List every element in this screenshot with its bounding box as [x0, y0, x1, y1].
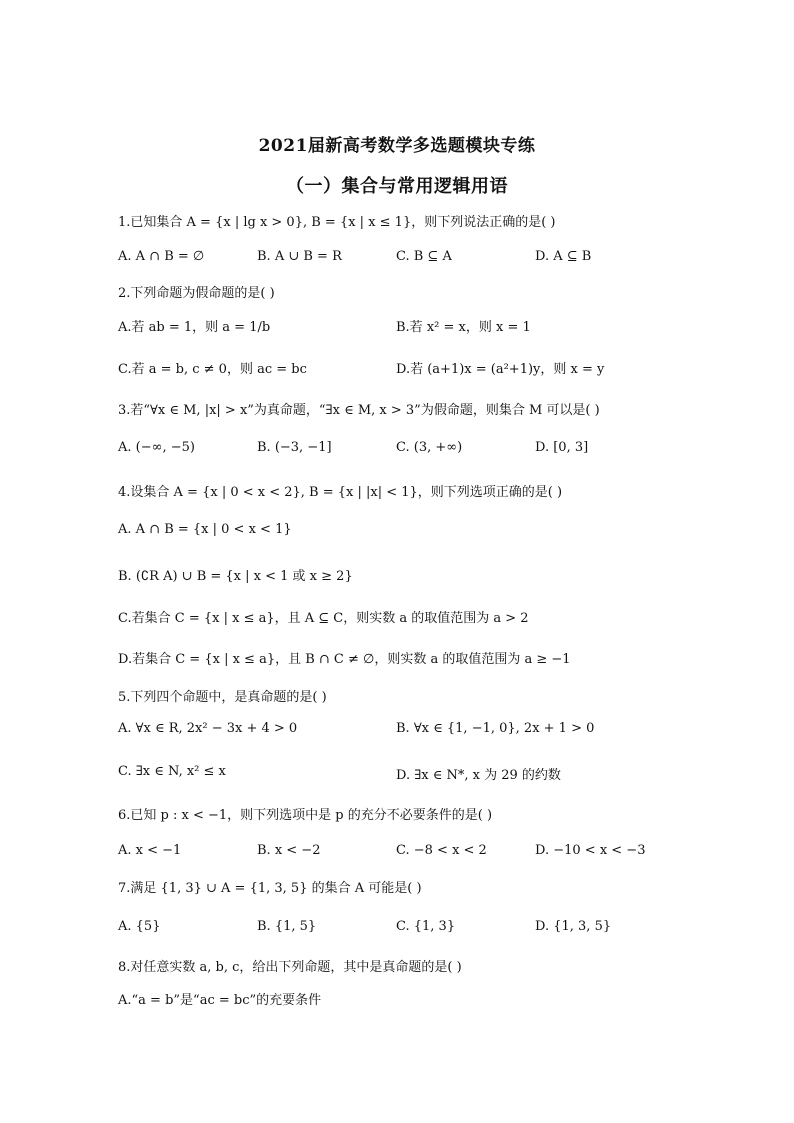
question-1-option-a: A. A ∩ B = ∅ — [118, 249, 205, 264]
question-4-option-c: C.若集合 C = {x | x ≤ a}，且 A ⊆ C，则实数 a 的取值范围为 a > 2 — [118, 611, 529, 626]
question-8-stem: 8.对任意实数 a, b, c，给出下列命题，其中是真命题的是( ) — [118, 960, 462, 975]
question-6-option-c: C. −8 < x < 2 — [396, 843, 487, 858]
question-8-option-a: A.“a = b”是“ac = bc”的充要条件 — [118, 993, 322, 1008]
question-4-option-d: D.若集合 C = {x | x ≤ a}，且 B ∩ C ≠ ∅，则实数 a 的取值范围为 a ≥ −1 — [118, 652, 571, 667]
document-subtitle: （一）集合与常用逻辑用语 — [286, 176, 508, 197]
question-5-option-b: B. ∀x ∈ {1, −1, 0}, 2x + 1 > 0 — [396, 721, 595, 736]
question-1-stem: 1.已知集合 A = {x | lg x > 0}, B = {x | x ≤ 1}，则下列说法正确的是( ) — [118, 215, 556, 230]
question-2-option-c: C.若 a = b, c ≠ 0，则 ac = bc — [118, 362, 307, 377]
question-3-option-c: C. (3, +∞) — [396, 440, 463, 455]
question-7-option-a: A. {5} — [118, 919, 161, 934]
document-title: 2021届新高考数学多选题模块专练 — [258, 136, 536, 156]
question-6-stem: 6.已知 p : x < −1，则下列选项中是 p 的充分不必要条件的是( ) — [118, 808, 493, 823]
question-6-option-b: B. x < −2 — [257, 843, 321, 858]
question-1-option-b: B. A ∪ B = R — [257, 249, 342, 264]
question-3-option-a: A. (−∞, −5) — [118, 440, 195, 455]
question-4-stem: 4.设集合 A = {x | 0 < x < 2}, B = {x | |x| < 1}，则下列选项正确的是( ) — [118, 485, 563, 500]
question-3-option-b: B. (−3, −1] — [257, 440, 332, 455]
question-4-option-b: B. (∁R A) ∪ B = {x | x < 1 或 x ≥ 2} — [118, 569, 353, 584]
question-5-option-c: C. ∃x ∈ N, x² ≤ x — [118, 764, 226, 779]
question-6-option-d: D. −10 < x < −3 — [535, 843, 646, 858]
question-5-option-d: D. ∃x ∈ N*, x 为 29 的约数 — [396, 768, 561, 783]
question-5-stem: 5.下列四个命题中，是真命题的是( ) — [118, 690, 327, 705]
question-3-option-d: D. [0, 3] — [535, 440, 589, 455]
question-2-stem: 2.下列命题为假命题的是( ) — [118, 286, 275, 301]
question-7-stem: 7.满足 {1, 3} ∪ A = {1, 3, 5} 的集合 A 可能是( ) — [118, 881, 422, 896]
question-2-option-a: A.若 ab = 1，则 a = 1/b — [118, 320, 271, 335]
question-1-option-d: D. A ⊆ B — [535, 249, 592, 264]
question-7-option-d: D. {1, 3, 5} — [535, 919, 612, 934]
question-6-option-a: A. x < −1 — [118, 843, 182, 858]
question-2-option-d: D.若 (a+1)x = (a²+1)y，则 x = y — [396, 362, 605, 377]
question-7-option-c: C. {1, 3} — [396, 919, 456, 934]
question-3-stem: 3.若“∀x ∈ M, |x| > x”为真命题，“∃x ∈ M, x > 3”为假命题，则集合 M 可以是( ) — [118, 403, 600, 418]
question-7-option-b: B. {1, 5} — [257, 919, 317, 934]
question-5-option-a: A. ∀x ∈ R, 2x² − 3x + 4 > 0 — [118, 721, 298, 736]
question-1-option-c: C. B ⊆ A — [396, 249, 452, 264]
question-2-option-b: B.若 x² = x，则 x = 1 — [396, 320, 531, 335]
question-4-option-a: A. A ∩ B = {x | 0 < x < 1} — [118, 522, 292, 537]
